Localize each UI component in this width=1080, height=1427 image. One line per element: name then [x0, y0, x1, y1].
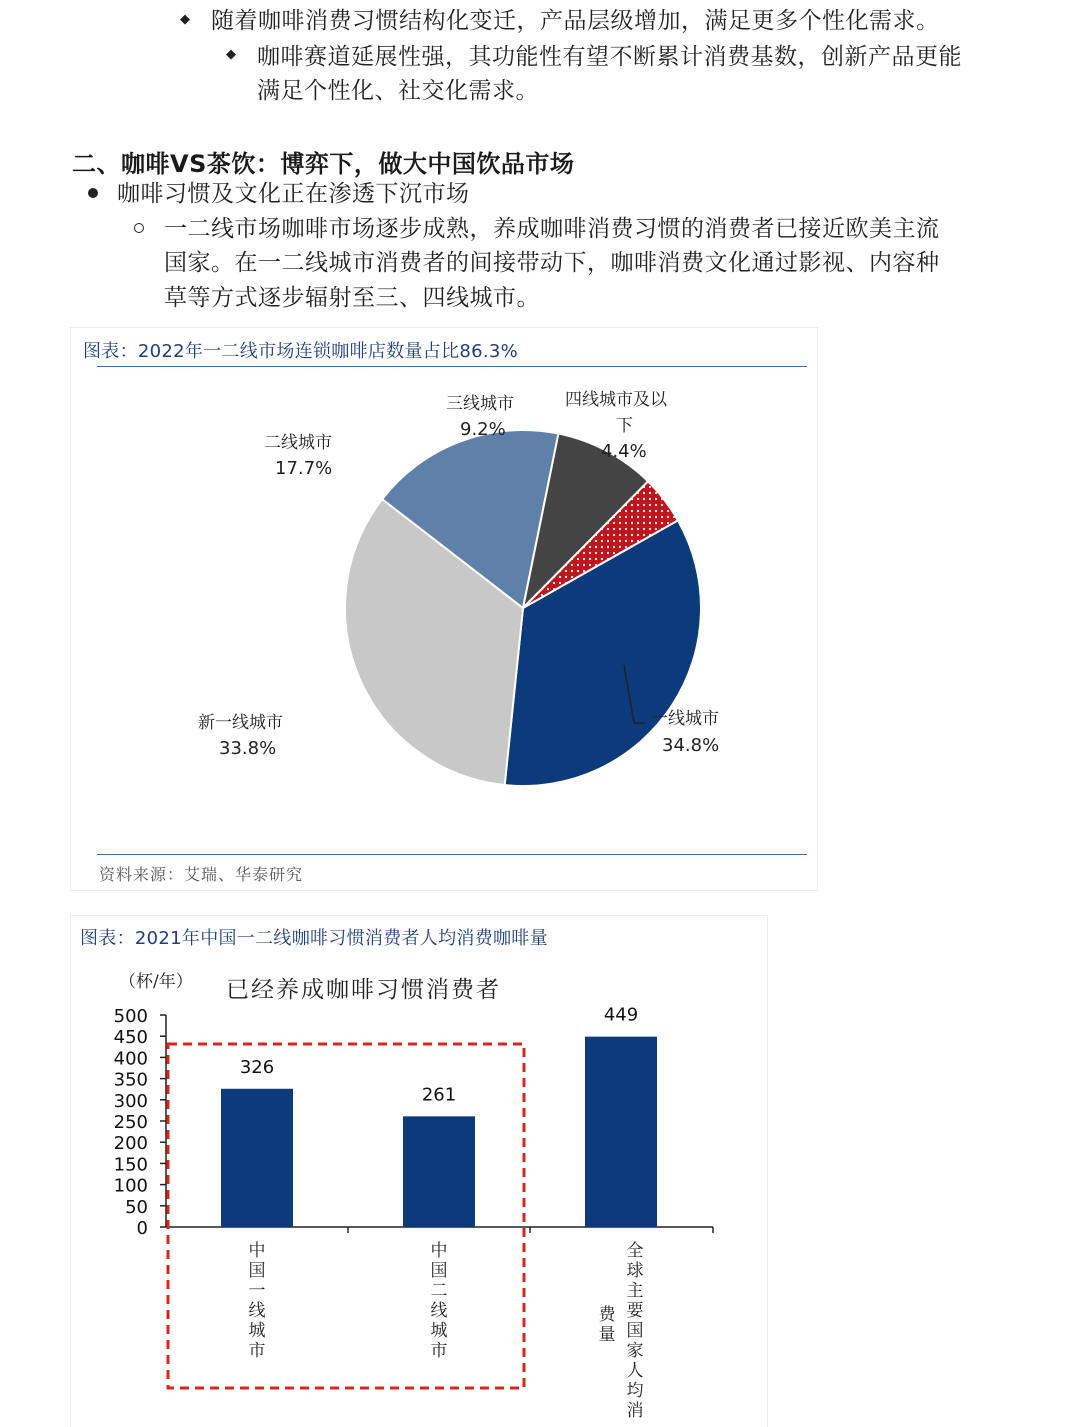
y-tick-label: 350	[113, 1069, 148, 1091]
y-tick-label: 200	[113, 1133, 148, 1155]
y-tick-label: 450	[113, 1027, 148, 1049]
bar-value-label: 449	[603, 1004, 639, 1026]
sub-point-line-3: 草等方式逐步辐射至三、四线城市。	[164, 285, 540, 311]
y-tick-label: 400	[113, 1048, 148, 1070]
bullet-2-line-2: 满足个性化、社交化需求。	[257, 78, 539, 104]
x-category-label-tier1: 中国一线城市	[248, 1241, 266, 1361]
source-divider	[97, 854, 807, 855]
y-axis-unit: （杯/年）	[119, 972, 193, 992]
section-heading: 二、咖啡VS茶饮：博弈下，做大中国饮品市场	[72, 150, 575, 178]
pie-chart-card	[70, 327, 818, 891]
chart-subtitle: 已经养成咖啡习惯消费者	[226, 977, 501, 1003]
bullet-2-line-1: 咖啡赛道延展性强，其功能性有望不断累计消费基数，创新产品更能	[257, 44, 962, 70]
bullet-1-text: 随着咖啡消费习惯结构化变迁，产品层级增加，满足更多个性化需求。	[211, 8, 940, 34]
y-tick-label: 150	[113, 1154, 148, 1176]
y-tick-label: 300	[113, 1090, 148, 1112]
slice-value-tier2: 17.7%	[275, 458, 333, 479]
sub-point-line-2: 国家。在一二线城市消费者的间接带动下，咖啡消费文化通过影视、内容种	[164, 250, 940, 276]
y-tick-label: 500	[113, 1006, 148, 1027]
slice-value-tier3: 9.2%	[460, 419, 506, 440]
slice-label-tier2: 二线城市	[264, 433, 332, 453]
sub-point-line-1: 一二线市场咖啡市场逐步成熟，养成咖啡消费习惯的消费者已接近欧美主流	[164, 216, 940, 242]
slice-value-tier4: 4.4%	[601, 441, 647, 462]
bar-2	[403, 1116, 475, 1227]
slice-label-tier4-line1: 四线城市及以	[565, 390, 667, 410]
bar-3	[585, 1037, 657, 1227]
y-tick-label: 50	[125, 1196, 148, 1218]
hollow-circle-bullet-icon	[134, 223, 144, 233]
slice-value-tier1: 34.8%	[662, 735, 720, 756]
filled-circle-bullet-icon	[88, 188, 98, 198]
diamond-bullet-icon: ◆	[180, 12, 190, 27]
slice-label-tier4-line2: 下	[616, 416, 633, 436]
y-tick-label: 250	[113, 1112, 148, 1133]
bar-chart	[0, 960, 780, 1426]
figure-1-title: 图表：2022年一二线市场连锁咖啡店数量占比86.3%	[83, 341, 519, 362]
x-category-label-tier2: 中国二线城市	[430, 1241, 448, 1361]
pie-chart	[71, 328, 817, 890]
bar-1	[221, 1089, 293, 1227]
point-1-text: 咖啡习惯及文化正在渗透下沉市场	[117, 181, 470, 207]
slice-label-tier3: 三线城市	[446, 394, 514, 414]
diamond-bullet-icon: ◆	[226, 47, 236, 62]
x-category-label-global-col1: 全球主要国家人均消	[626, 1241, 644, 1421]
slice-value-new-tier1: 33.8%	[219, 738, 277, 759]
figure-2-title: 图表：2021年中国一二线咖啡习惯消费者人均消费咖啡量	[80, 928, 548, 949]
figure-1-source: 资料来源：艾瑞、华泰研究	[99, 865, 304, 884]
y-tick-label: 0	[136, 1218, 148, 1239]
slice-label-new-tier1: 新一线城市	[198, 713, 283, 733]
bar-value-label: 261	[421, 1084, 457, 1106]
y-tick-label: 100	[113, 1175, 148, 1197]
slice-label-tier1: 一线城市	[651, 709, 719, 729]
bar-value-label: 326	[239, 1056, 275, 1078]
x-category-label-global-col2: 费量	[598, 1305, 616, 1345]
